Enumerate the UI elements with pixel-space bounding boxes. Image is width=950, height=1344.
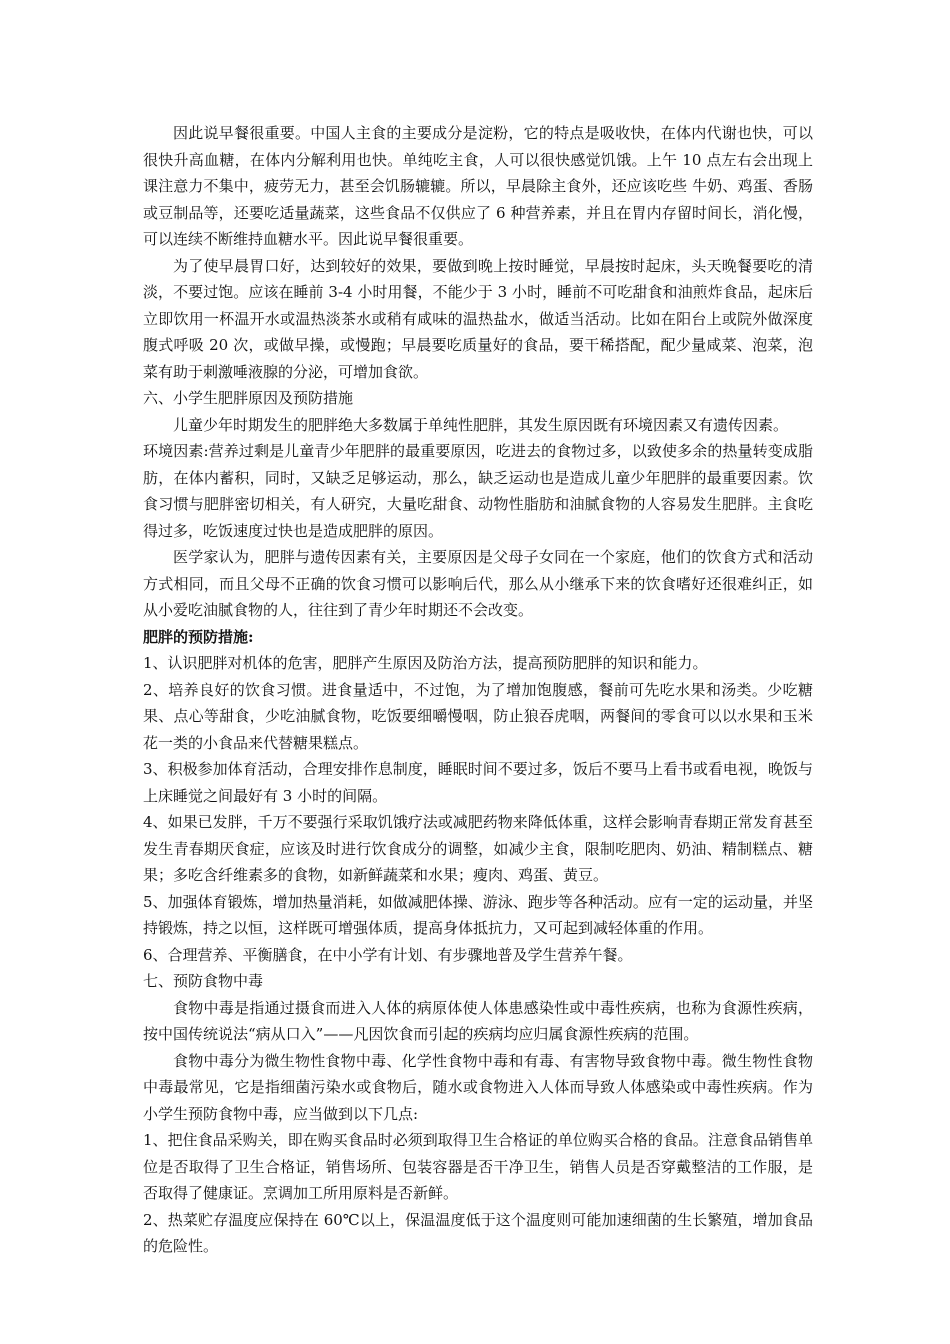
list-item-prevention-4: 4、如果已发胖，千万不要强行采取饥饿疗法或减肥药物来降低体重，这样会影响青春期正常发育甚至发生青春期厌食症，应该及时进行饮食成分的调整，如减少主食，限制吃肥肉、奶油、精制糕点、糖果；多吃含纤维素多的食物，如新鲜蔬菜和水果；瘦肉、鸡蛋、黄豆。 (143, 813, 813, 884)
list-item-prevention-5: 5、加强体育锻炼，增加热量消耗，如做减肥体操、游泳、跑步等各种活动。应有一定的运动量，并坚持锻炼，持之以恒，这样既可增强体质，提高身体抵抗力，又可起到减轻体重的作用。 (143, 892, 813, 937)
list-item-prevention-6: 6、合理营养、平衡膳食，在中小学有计划、有步骤地普及学生营养午餐。 (143, 945, 633, 964)
paragraph-breakfast-importance: 因此说早餐很重要。中国人主食的主要成分是淀粉，它的特点是吸收快，在体内代谢也快，可以很快升高血糖，在体内分解利用也快。单纯吃主食，人可以很快感觉饥饿。上午 10 点左右会出现上课注意力不集中，疲劳无力，甚至会饥肠辘辘。所以，早晨除主食外，还应该吃些 牛奶、鸡蛋、香肠或豆制品等，还要吃适量蔬菜，这些食品不仅供应了 6 种营养素，并且在胃内存留时间长，消化慢，可以连续不断维持血糖水平。因此说早餐很重要。 (143, 124, 813, 248)
list-item-prevention-2: 2、培养良好的饮食习惯。进食量适中，不过饱，为了增加饱腹感，餐前可先吃水果和汤类。少吃糖果、点心等甜食，少吃油腻食物，吃饭要细嚼慢咽，防止狼吞虎咽，两餐间的零食可以以水果和玉米花一类的小食品来代替糖果糕点。 (143, 680, 813, 752)
subheading-obesity-prevention: 肥胖的预防措施: (143, 627, 254, 646)
paragraph-genetic-factors: 医学家认为，肥胖与遗传因素有关，主要原因是父母子女同在一个家庭，他们的饮食方式和活动方式相同，而且父母不正确的饮食习惯可以影响后代，那么从小继承下来的饮食嗜好还很难纠正，如从小爱吃油腻食物的人，往往到了青少年时期还不会改变。 (143, 548, 813, 619)
paragraph-environment-factors: 环境因素:营养过剩是儿童青少年肥胖的最重要原因，吃进去的食物过多，以致使多余的热量转变成脂肪，在体内蓄积，同时，又缺乏足够运动，那么，缺乏运动也是造成儿童少年肥胖的最重要因素。饮食习惯与肥胖密切相关，有人研究，大量吃甜食、动物性脂肪和油腻食物的人容易发生肥胖。主食吃得过多，吃饭速度过快也是造成肥胖的原因。 (143, 442, 813, 540)
list-item-food-safety-1: 1、把住食品采购关，即在购买食品时必须到取得卫生合格证的单位购买合格的食品。注意食品销售单位是否取得了卫生合格证，销售场所、包装容器是否干净卫生，销售人员是否穿戴整洁的工作服，是否取得了健康证。烹调加工所用原料是否新鲜。 (143, 1131, 813, 1202)
paragraph-obesity-intro: 儿童少年时期发生的肥胖绝大多数属于单纯性肥胖，其发生原因既有环境因素又有遗传因素。 (173, 415, 789, 434)
paragraph-breakfast-appetite: 为了使早晨胃口好，达到较好的效果，要做到晚上按时睡觉，早晨按时起床，头天晚餐要吃的清淡，不要过饱。应该在睡前 3-4 小时用餐，不能少于 3 小时，睡前不可吃甜食和油煎炸食品，起床后立即饮用一杯温开水或温热淡茶水或稍有咸味的温热盐水，做适当活动。比如在阳台上或院外做深度腹式呼吸 20 次，或做早操，或慢跑；早晨要吃质量好的食品，要干稀搭配，配少量咸菜、泡菜，泡菜有助于刺激唾液腺的分泌，可增加食欲。 (143, 256, 813, 381)
paragraph-food-poisoning-definition: 食物中毒是指通过摄食而进入人体的病原体使人体患感染性或中毒性疾病，也称为食源性疾病，按中国传统说法“病从口入”——凡因饮食而引起的疾病均应归属食源性疾病的范围。 (143, 998, 813, 1043)
section-heading-obesity: 六、小学生肥胖原因及预防措施 (143, 389, 354, 407)
paragraph-food-poisoning-types: 食物中毒分为微生物性食物中毒、化学性食物中毒和有毒、有害物导致食物中毒。微生物性食物中毒最常见，它是指细菌污染水或食物后，随水或食物进入人体而导致人体感染或中毒性疾病。作为小学生预防食物中毒，应当做到以下几点: (143, 1051, 813, 1123)
list-item-prevention-3: 3、积极参加体育活动，合理安排作息制度，睡眠时间不要过多，饭后不要马上看书或看电视，晚饭与上床睡觉之间最好有 3 小时的间隔。 (143, 760, 813, 805)
list-item-prevention-1: 1、认识肥胖对机体的危害，肥胖产生原因及防治方法，提高预防肥胖的知识和能力。 (143, 654, 708, 672)
section-heading-food-poisoning: 七、预防食物中毒 (143, 972, 264, 990)
document-page (143, 120, 813, 1260)
list-item-food-safety-2: 2、热菜贮存温度应保持在 60℃以上，保温温度低于这个温度则可能加速细菌的生长繁殖，增加食品的危险性。 (143, 1210, 813, 1255)
